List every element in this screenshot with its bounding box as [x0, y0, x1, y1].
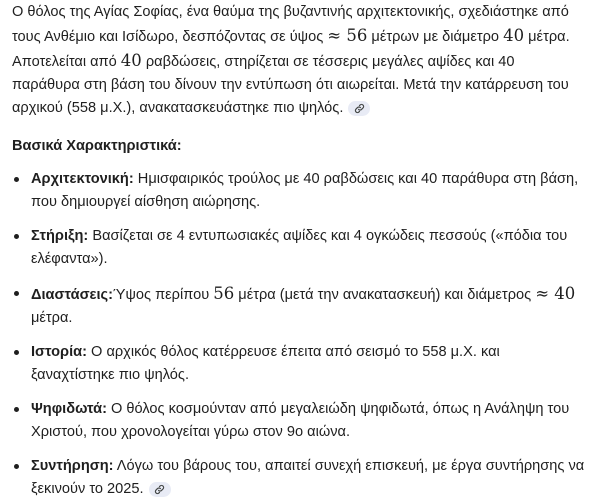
feature-text: Ύψος περίπου — [113, 287, 214, 303]
feature-term: Αρχιτεκτονική: — [31, 171, 134, 187]
feature-text: Ημισφαιρικός τρούλος με 40 ραβδώσεις και 40 παράθυρα στη βάση, που δημιουργεί αίσθηση αιώρησης. — [31, 171, 579, 210]
bullet — [14, 177, 19, 182]
feature-text: Λόγω του βάρους του, απαιτεί συνεχή επισκευή, με έργα συντήρησης να ξεκινούν το 2025. — [31, 458, 585, 497]
feature-text: Ο αρχικός θόλος κατέρρευσε έπειτα από σεισμό το 558 μ.Χ. και ξαναχτίστηκε πιο ψηλός. — [31, 344, 500, 383]
link-icon — [354, 103, 365, 114]
section-title: Βασικά Χαρακτηριστικά: — [12, 138, 182, 154]
intro-text-4: ραβδώσεις, στηρίζεται σε τέσσερις μεγάλες αψίδες και 40 παράθυρα στη βάση του δίνουν την εντύπωση ότι αιωρείται. Μετά την κατάρρευση του αρχικού (558 μ.Χ.), ανακατασκευάστηκε πιο ψηλός. — [12, 54, 569, 116]
list-item-support — [12, 225, 586, 271]
intro-text-1: Ο θόλος της Αγίας Σοφίας, ένα θαύμα της βυζαντινής αρχιτεκτονικής, σχεδιάστηκε από τους Ανθέμιο και Ισίδωρο, δεσπόζοντας σε ύψος — [12, 4, 569, 45]
bullet — [14, 407, 19, 412]
height-value: 56 — [213, 284, 235, 303]
feature-text: μέτρα (μετά την ανακατασκευή) και διάμετρος — [234, 287, 536, 303]
list-item-dimensions — [12, 282, 586, 330]
feature-term: Διαστάσεις: — [31, 287, 113, 303]
intro-text-3: μέτρα. Αποτελείται από — [12, 29, 570, 70]
intro-ribs-value: 40 — [120, 51, 142, 70]
bullet — [14, 464, 19, 469]
bullet — [14, 350, 19, 355]
feature-term: Ψηφιδωτά: — [31, 401, 107, 417]
intro-paragraph — [12, 1, 586, 120]
bullet — [14, 234, 19, 239]
list-item-mosaics — [12, 398, 586, 444]
source-link-chip-intro[interactable] — [348, 101, 370, 116]
feature-text: μέτρα. — [31, 310, 73, 326]
list-item-history — [12, 341, 586, 387]
intro-diameter-value: 40 — [503, 26, 525, 45]
diameter-value: ≈ 40 — [535, 284, 576, 303]
feature-term: Ιστορία: — [31, 344, 87, 360]
bullet — [14, 291, 19, 296]
intro-height-value: ≈ 56 — [327, 26, 368, 45]
list-item-architecture — [12, 168, 586, 214]
features-list — [12, 168, 586, 501]
feature-text: Ο θόλος κοσμούνταν από μεγαλειώδη ψηφιδωτά, όπως η Ανάληψη του Χριστού, που χρονολογείται γύρω στον 9ο αιώνα. — [31, 401, 570, 440]
feature-text: Βασίζεται σε 4 εντυπωσιακές αψίδες και 4 ογκώδεις πεσσούς («πόδια του ελέφαντα»). — [31, 228, 568, 267]
feature-term: Στήριξη: — [31, 228, 89, 244]
feature-term: Συντήρηση: — [31, 458, 114, 474]
list-item-maintenance — [12, 455, 586, 501]
intro-text-2: μέτρων με διάμετρο — [367, 29, 504, 45]
